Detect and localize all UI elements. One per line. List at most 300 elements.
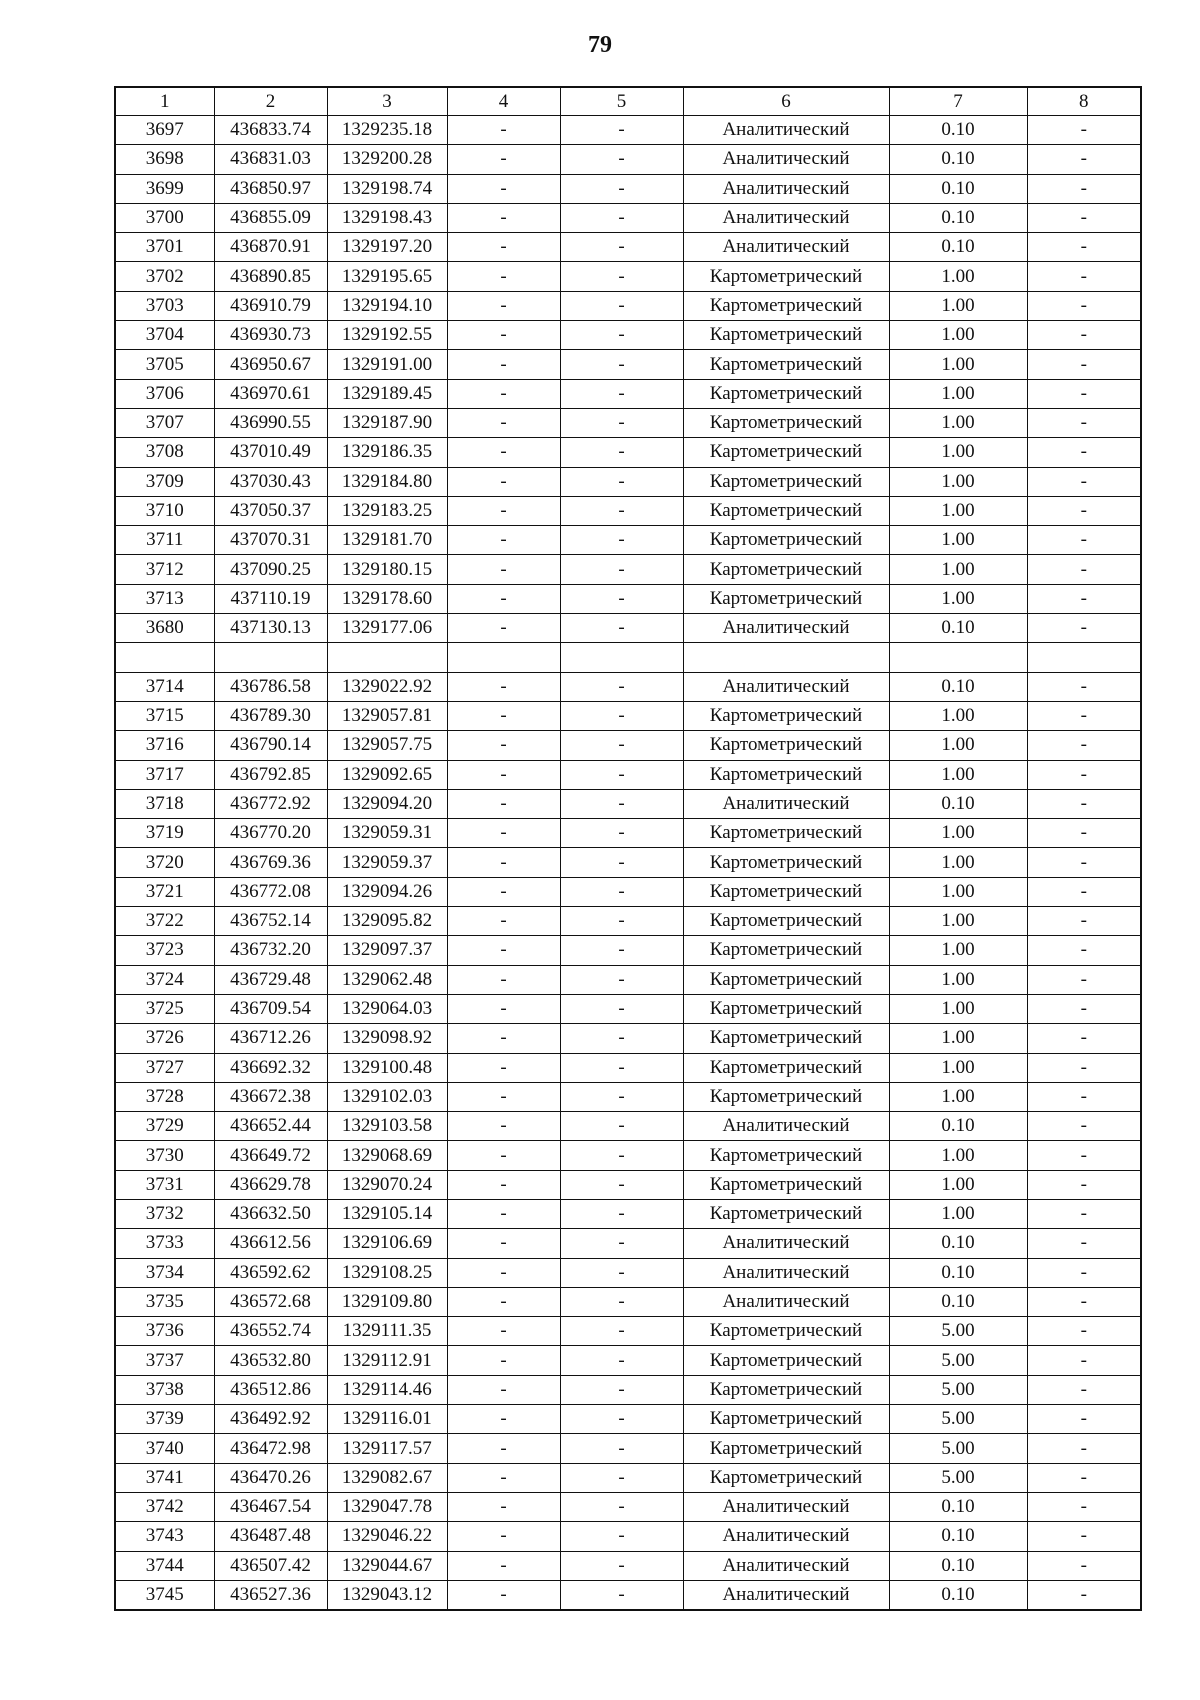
col5-cell: - (560, 526, 683, 555)
y-coordinate-cell: 1329112.91 (327, 1346, 447, 1375)
y-coordinate-cell: 1329198.74 (327, 174, 447, 203)
method-cell: Картометрический (683, 379, 889, 408)
col8-cell: - (1027, 1229, 1141, 1258)
col5-cell: - (560, 555, 683, 584)
col4-cell: - (447, 1346, 560, 1375)
accuracy-cell: 1.00 (889, 994, 1027, 1023)
col5-cell: - (560, 1141, 683, 1170)
col8-cell: - (1027, 1112, 1141, 1141)
point-number-cell: 3712 (115, 555, 214, 584)
x-coordinate-cell: 436649.72 (214, 1141, 327, 1170)
y-coordinate-cell: 1329235.18 (327, 116, 447, 145)
x-coordinate-cell: 437010.49 (214, 438, 327, 467)
point-number-cell (115, 643, 214, 672)
col5-cell: - (560, 907, 683, 936)
method-cell: Картометрический (683, 936, 889, 965)
table-row (115, 848, 1141, 877)
col8-cell: - (1027, 555, 1141, 584)
col4-cell: - (447, 321, 560, 350)
point-number-cell: 3744 (115, 1551, 214, 1580)
method-cell: Картометрический (683, 1053, 889, 1082)
col8-cell: - (1027, 233, 1141, 262)
table-row (115, 1551, 1141, 1580)
table-row (115, 643, 1141, 672)
col5-cell: - (560, 233, 683, 262)
col4-cell: - (447, 819, 560, 848)
col8-cell: - (1027, 467, 1141, 496)
table-row (115, 1082, 1141, 1111)
table-row (115, 350, 1141, 379)
col4-cell: - (447, 701, 560, 730)
accuracy-cell: 0.10 (889, 614, 1027, 643)
col4-cell: - (447, 1492, 560, 1521)
table-row (115, 1258, 1141, 1287)
point-number-cell: 3741 (115, 1463, 214, 1492)
x-coordinate-cell: 436990.55 (214, 408, 327, 437)
method-cell: Картометрический (683, 760, 889, 789)
col8-cell: - (1027, 1522, 1141, 1551)
method-cell: Аналитический (683, 1287, 889, 1316)
table-row (115, 438, 1141, 467)
col5-cell: - (560, 1434, 683, 1463)
table-row (115, 1229, 1141, 1258)
y-coordinate-cell: 1329187.90 (327, 408, 447, 437)
accuracy-cell: 0.10 (889, 672, 1027, 701)
table-row (115, 203, 1141, 232)
col5-cell: - (560, 1375, 683, 1404)
table-row (115, 1580, 1141, 1610)
method-cell: Картометрический (683, 1346, 889, 1375)
x-coordinate-cell: 437110.19 (214, 584, 327, 613)
point-number-cell: 3742 (115, 1492, 214, 1521)
col5-cell: - (560, 701, 683, 730)
y-coordinate-cell: 1329109.80 (327, 1287, 447, 1316)
header-cell: 5 (560, 87, 683, 116)
x-coordinate-cell: 436712.26 (214, 1024, 327, 1053)
y-coordinate-cell: 1329068.69 (327, 1141, 447, 1170)
x-coordinate-cell: 436769.36 (214, 848, 327, 877)
col5-cell: - (560, 1229, 683, 1258)
col5-cell: - (560, 994, 683, 1023)
x-coordinate-cell: 436770.20 (214, 819, 327, 848)
accuracy-cell: 1.00 (889, 408, 1027, 437)
x-coordinate-cell: 436790.14 (214, 731, 327, 760)
x-coordinate-cell: 436612.56 (214, 1229, 327, 1258)
x-coordinate-cell: 436850.97 (214, 174, 327, 203)
method-cell: Картометрический (683, 701, 889, 730)
col5-cell: - (560, 379, 683, 408)
table-row (115, 1317, 1141, 1346)
method-cell: Аналитический (683, 1551, 889, 1580)
col5-cell: - (560, 936, 683, 965)
point-number-cell: 3736 (115, 1317, 214, 1346)
method-cell: Картометрический (683, 555, 889, 584)
header-cell: 1 (115, 87, 214, 116)
col5-cell: - (560, 848, 683, 877)
y-coordinate-cell: 1329111.35 (327, 1317, 447, 1346)
accuracy-cell: 5.00 (889, 1317, 1027, 1346)
table-row (115, 496, 1141, 525)
col5-cell: - (560, 174, 683, 203)
col8-cell: - (1027, 1551, 1141, 1580)
table-row (115, 672, 1141, 701)
x-coordinate-cell: 436890.85 (214, 262, 327, 291)
accuracy-cell: 5.00 (889, 1434, 1027, 1463)
method-cell: Аналитический (683, 1580, 889, 1610)
col4-cell: - (447, 1258, 560, 1287)
col5-cell: - (560, 1522, 683, 1551)
method-cell: Картометрический (683, 262, 889, 291)
accuracy-cell: 0.10 (889, 1522, 1027, 1551)
col4-cell: - (447, 408, 560, 437)
table-row (115, 321, 1141, 350)
method-cell: Картометрический (683, 1434, 889, 1463)
method-cell: Картометрический (683, 496, 889, 525)
col4-cell: - (447, 614, 560, 643)
col8-cell: - (1027, 350, 1141, 379)
col4-cell: - (447, 203, 560, 232)
point-number-cell: 3720 (115, 848, 214, 877)
col4-cell: - (447, 965, 560, 994)
accuracy-cell: 5.00 (889, 1405, 1027, 1434)
col4-cell: - (447, 1170, 560, 1199)
y-coordinate-cell: 1329092.65 (327, 760, 447, 789)
method-cell: Картометрический (683, 1082, 889, 1111)
accuracy-cell: 0.10 (889, 174, 1027, 203)
y-coordinate-cell: 1329062.48 (327, 965, 447, 994)
col8-cell: - (1027, 526, 1141, 555)
col4-cell: - (447, 672, 560, 701)
method-cell: Картометрический (683, 438, 889, 467)
col5-cell: - (560, 145, 683, 174)
accuracy-cell: 1.00 (889, 848, 1027, 877)
col8-cell: - (1027, 1580, 1141, 1610)
col8-cell: - (1027, 1463, 1141, 1492)
table-row (115, 760, 1141, 789)
y-coordinate-cell: 1329059.31 (327, 819, 447, 848)
accuracy-cell: 1.00 (889, 1141, 1027, 1170)
method-cell: Картометрический (683, 1024, 889, 1053)
y-coordinate-cell: 1329044.67 (327, 1551, 447, 1580)
x-coordinate-cell: 436732.20 (214, 936, 327, 965)
y-coordinate-cell: 1329059.37 (327, 848, 447, 877)
x-coordinate-cell: 436692.32 (214, 1053, 327, 1082)
point-number-cell: 3708 (115, 438, 214, 467)
col8-cell: - (1027, 701, 1141, 730)
method-cell: Картометрический (683, 819, 889, 848)
point-number-cell: 3745 (115, 1580, 214, 1610)
accuracy-cell: 1.00 (889, 467, 1027, 496)
x-coordinate-cell: 436527.36 (214, 1580, 327, 1610)
table-row (115, 1492, 1141, 1521)
x-coordinate-cell: 436472.98 (214, 1434, 327, 1463)
col8-cell: - (1027, 614, 1141, 643)
method-cell: Картометрический (683, 1199, 889, 1228)
x-coordinate-cell: 436950.67 (214, 350, 327, 379)
col8-cell: - (1027, 438, 1141, 467)
point-number-cell: 3702 (115, 262, 214, 291)
col4-cell: - (447, 1082, 560, 1111)
col4-cell: - (447, 1024, 560, 1053)
col5-cell: - (560, 1580, 683, 1610)
col8-cell: - (1027, 379, 1141, 408)
accuracy-cell: 1.00 (889, 877, 1027, 906)
x-coordinate-cell: 436729.48 (214, 965, 327, 994)
point-number-cell: 3698 (115, 145, 214, 174)
table-row (115, 1053, 1141, 1082)
x-coordinate-cell: 436532.80 (214, 1346, 327, 1375)
accuracy-cell: 1.00 (889, 819, 1027, 848)
y-coordinate-cell: 1329117.57 (327, 1434, 447, 1463)
accuracy-cell: 1.00 (889, 1199, 1027, 1228)
point-number-cell: 3713 (115, 584, 214, 613)
method-cell: Картометрический (683, 291, 889, 320)
method-cell: Картометрический (683, 1375, 889, 1404)
y-coordinate-cell: 1329022.92 (327, 672, 447, 701)
y-coordinate-cell: 1329186.35 (327, 438, 447, 467)
col8-cell: - (1027, 1024, 1141, 1053)
table-row (115, 379, 1141, 408)
x-coordinate-cell: 436772.92 (214, 789, 327, 818)
col8-cell: - (1027, 1492, 1141, 1521)
point-number-cell: 3680 (115, 614, 214, 643)
point-number-cell: 3703 (115, 291, 214, 320)
col4-cell: - (447, 731, 560, 760)
col4-cell: - (447, 116, 560, 145)
accuracy-cell: 0.10 (889, 789, 1027, 818)
table-row (115, 116, 1141, 145)
col5-cell: - (560, 789, 683, 818)
y-coordinate-cell: 1329200.28 (327, 145, 447, 174)
x-coordinate-cell: 436507.42 (214, 1551, 327, 1580)
col8-cell: - (1027, 994, 1141, 1023)
col4-cell: - (447, 1375, 560, 1404)
x-coordinate-cell: 436672.38 (214, 1082, 327, 1111)
table-row (115, 1463, 1141, 1492)
col8-cell: - (1027, 965, 1141, 994)
y-coordinate-cell: 1329097.37 (327, 936, 447, 965)
col8-cell: - (1027, 1053, 1141, 1082)
accuracy-cell: 1.00 (889, 350, 1027, 379)
col4-cell: - (447, 145, 560, 174)
table-row (115, 1522, 1141, 1551)
x-coordinate-cell: 437090.25 (214, 555, 327, 584)
accuracy-cell: 1.00 (889, 496, 1027, 525)
x-coordinate-cell: 436870.91 (214, 233, 327, 262)
y-coordinate-cell: 1329057.75 (327, 731, 447, 760)
y-coordinate-cell: 1329197.20 (327, 233, 447, 262)
col4-cell: - (447, 350, 560, 379)
col4-cell: - (447, 1405, 560, 1434)
x-coordinate-cell: 436512.86 (214, 1375, 327, 1404)
point-number-cell: 3710 (115, 496, 214, 525)
y-coordinate-cell: 1329070.24 (327, 1170, 447, 1199)
x-coordinate-cell: 436487.48 (214, 1522, 327, 1551)
y-coordinate-cell: 1329106.69 (327, 1229, 447, 1258)
header-cell: 3 (327, 87, 447, 116)
col5-cell: - (560, 1492, 683, 1521)
col8-cell: - (1027, 1287, 1141, 1316)
col4-cell: - (447, 1229, 560, 1258)
col4-cell: - (447, 174, 560, 203)
accuracy-cell: 1.00 (889, 965, 1027, 994)
accuracy-cell: 1.00 (889, 526, 1027, 555)
method-cell: Аналитический (683, 1112, 889, 1141)
col5-cell: - (560, 467, 683, 496)
y-coordinate-cell: 1329095.82 (327, 907, 447, 936)
point-number-cell: 3701 (115, 233, 214, 262)
y-coordinate-cell: 1329082.67 (327, 1463, 447, 1492)
col4-cell: - (447, 438, 560, 467)
col8-cell: - (1027, 1375, 1141, 1404)
point-number-cell: 3727 (115, 1053, 214, 1082)
point-number-cell: 3738 (115, 1375, 214, 1404)
point-number-cell: 3731 (115, 1170, 214, 1199)
method-cell: Аналитический (683, 1492, 889, 1521)
header-row (115, 87, 1141, 116)
col5-cell: - (560, 1463, 683, 1492)
x-coordinate-cell: 436470.26 (214, 1463, 327, 1492)
accuracy-cell: 1.00 (889, 936, 1027, 965)
col4-cell: - (447, 1317, 560, 1346)
col4-cell: - (447, 1287, 560, 1316)
col5-cell: - (560, 584, 683, 613)
col8-cell: - (1027, 760, 1141, 789)
x-coordinate-cell: 436970.61 (214, 379, 327, 408)
x-coordinate-cell: 436930.73 (214, 321, 327, 350)
col5-cell: - (560, 1317, 683, 1346)
col4-cell: - (447, 1463, 560, 1492)
accuracy-cell: 0.10 (889, 1112, 1027, 1141)
col4-cell: - (447, 994, 560, 1023)
col8-cell: - (1027, 731, 1141, 760)
method-cell (683, 643, 889, 672)
col5-cell: - (560, 1112, 683, 1141)
col5-cell: - (560, 1170, 683, 1199)
col4-cell: - (447, 760, 560, 789)
y-coordinate-cell: 1329184.80 (327, 467, 447, 496)
col5-cell: - (560, 350, 683, 379)
x-coordinate-cell: 436572.68 (214, 1287, 327, 1316)
col4-cell: - (447, 877, 560, 906)
method-cell: Картометрический (683, 321, 889, 350)
col4-cell: - (447, 1551, 560, 1580)
col4-cell: - (447, 233, 560, 262)
point-number-cell: 3735 (115, 1287, 214, 1316)
y-coordinate-cell: 1329105.14 (327, 1199, 447, 1228)
point-number-cell: 3723 (115, 936, 214, 965)
table-row (115, 1346, 1141, 1375)
col5-cell: - (560, 203, 683, 232)
accuracy-cell: 0.10 (889, 1492, 1027, 1521)
point-number-cell: 3732 (115, 1199, 214, 1228)
table-row (115, 1112, 1141, 1141)
col5-cell: - (560, 116, 683, 145)
accuracy-cell: 1.00 (889, 701, 1027, 730)
y-coordinate-cell (327, 643, 447, 672)
point-number-cell: 3733 (115, 1229, 214, 1258)
method-cell: Картометрический (683, 965, 889, 994)
method-cell: Аналитический (683, 174, 889, 203)
col8-cell: - (1027, 936, 1141, 965)
method-cell: Картометрический (683, 584, 889, 613)
accuracy-cell: 1.00 (889, 262, 1027, 291)
accuracy-cell: 1.00 (889, 731, 1027, 760)
accuracy-cell: 1.00 (889, 379, 1027, 408)
accuracy-cell: 1.00 (889, 760, 1027, 789)
method-cell: Аналитический (683, 145, 889, 174)
method-cell: Аналитический (683, 672, 889, 701)
col5-cell: - (560, 731, 683, 760)
y-coordinate-cell: 1329098.92 (327, 1024, 447, 1053)
col8-cell: - (1027, 408, 1141, 437)
accuracy-cell: 0.10 (889, 1229, 1027, 1258)
point-number-cell: 3717 (115, 760, 214, 789)
col8-cell: - (1027, 496, 1141, 525)
method-cell: Аналитический (683, 1229, 889, 1258)
col5-cell: - (560, 672, 683, 701)
table-row (115, 291, 1141, 320)
method-cell: Аналитический (683, 233, 889, 262)
header-cell: 6 (683, 87, 889, 116)
accuracy-cell: 1.00 (889, 1082, 1027, 1111)
col4-cell: - (447, 555, 560, 584)
accuracy-cell: 0.10 (889, 1287, 1027, 1316)
y-coordinate-cell: 1329177.06 (327, 614, 447, 643)
header-cell: 4 (447, 87, 560, 116)
table-row (115, 1170, 1141, 1199)
y-coordinate-cell: 1329064.03 (327, 994, 447, 1023)
accuracy-cell: 1.00 (889, 1053, 1027, 1082)
col4-cell: - (447, 379, 560, 408)
y-coordinate-cell: 1329191.00 (327, 350, 447, 379)
point-number-cell: 3705 (115, 350, 214, 379)
method-cell: Аналитический (683, 789, 889, 818)
point-number-cell: 3740 (115, 1434, 214, 1463)
table-row (115, 584, 1141, 613)
col4-cell: - (447, 1141, 560, 1170)
method-cell: Картометрический (683, 731, 889, 760)
method-cell: Картометрический (683, 1141, 889, 1170)
table-row (115, 877, 1141, 906)
col8-cell: - (1027, 262, 1141, 291)
col4-cell: - (447, 1580, 560, 1610)
y-coordinate-cell: 1329102.03 (327, 1082, 447, 1111)
x-coordinate-cell: 436772.08 (214, 877, 327, 906)
col4-cell: - (447, 1199, 560, 1228)
accuracy-cell: 1.00 (889, 907, 1027, 936)
accuracy-cell: 0.10 (889, 1580, 1027, 1610)
col5-cell: - (560, 965, 683, 994)
x-coordinate-cell: 436752.14 (214, 907, 327, 936)
point-number-cell: 3704 (115, 321, 214, 350)
x-coordinate-cell: 436833.74 (214, 116, 327, 145)
col8-cell: - (1027, 1199, 1141, 1228)
accuracy-cell: 1.00 (889, 555, 1027, 584)
table-row (115, 408, 1141, 437)
point-number-cell: 3718 (115, 789, 214, 818)
col8-cell (1027, 643, 1141, 672)
table-row (115, 936, 1141, 965)
method-cell: Картометрический (683, 526, 889, 555)
col8-cell: - (1027, 1317, 1141, 1346)
point-number-cell: 3700 (115, 203, 214, 232)
col4-cell: - (447, 496, 560, 525)
y-coordinate-cell: 1329195.65 (327, 262, 447, 291)
x-coordinate-cell: 436492.92 (214, 1405, 327, 1434)
col4-cell: - (447, 1112, 560, 1141)
y-coordinate-cell: 1329100.48 (327, 1053, 447, 1082)
